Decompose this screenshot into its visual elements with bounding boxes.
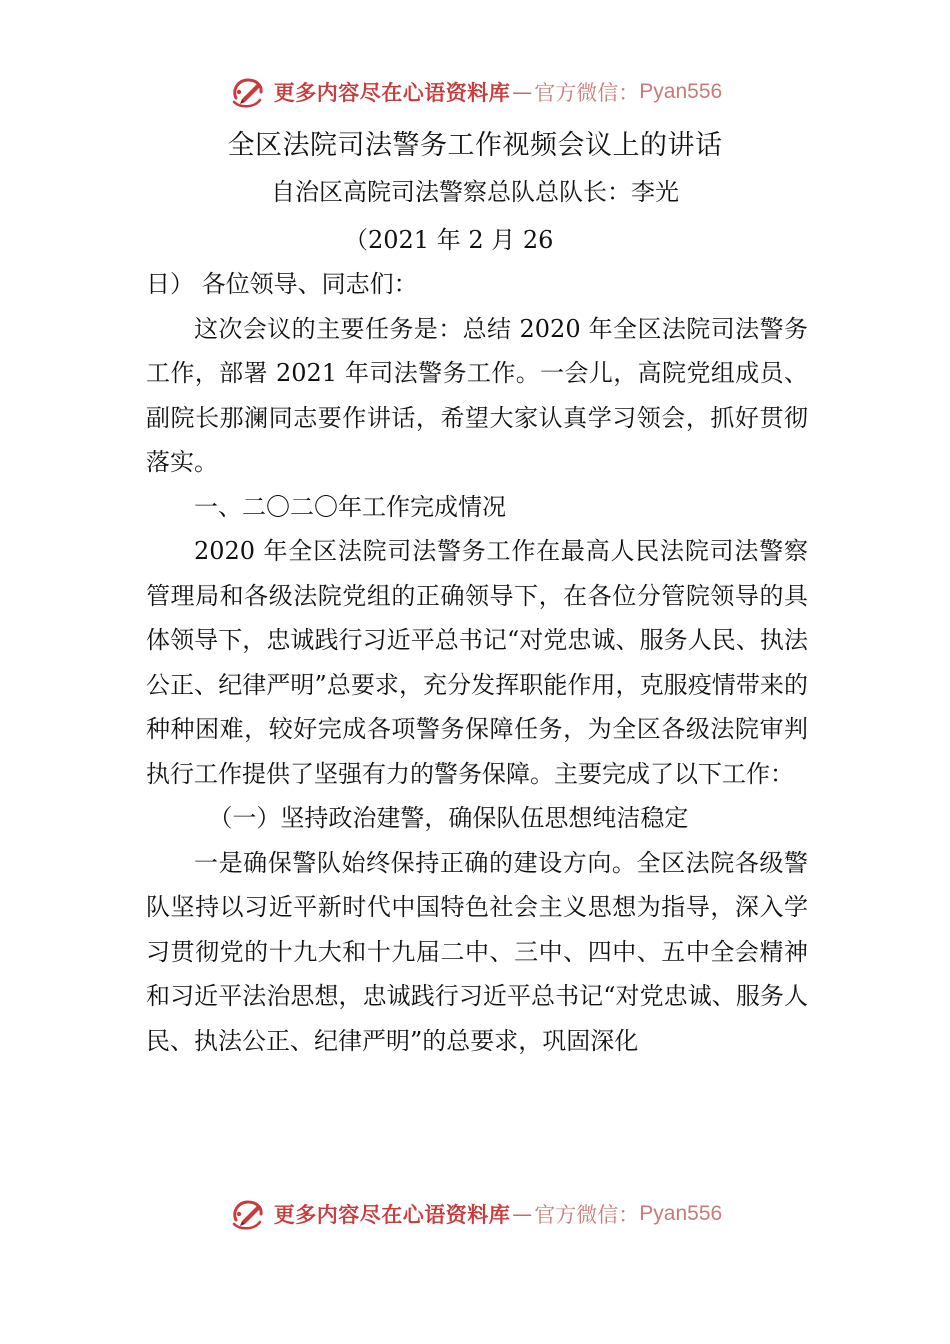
banner-dash: — [512, 1202, 533, 1226]
wechat-label: 官方微信： [534, 1203, 640, 1227]
document-author: 自治区高院司法警察总队总队长：李光 [271, 178, 679, 206]
opening-line: 日） 各位领导、同志们： [146, 270, 418, 298]
pen-swirl-logo-icon [228, 72, 268, 112]
subsection-heading: （一）坚持政治建警，确保队伍思想纯洁稳定 [208, 804, 689, 832]
document-date: （2021 年 2 月 26 [344, 226, 554, 254]
brand-text: 更多内容尽在心语资料库 [273, 80, 511, 105]
banner-dash: — [512, 80, 533, 104]
pen-swirl-logo-icon [228, 1194, 268, 1234]
document-body [146, 262, 808, 1063]
paragraph: 这次会议的主要任务是：总结 2020 年全区法院司法警务工作，部署 2021 年司法警务工作。一会儿，高院党组成员、副院长那澜同志要作讲话，希望大家认真学习领会，抓好贯彻落实。 [146, 314, 808, 476]
watermark-banner-bottom [0, 1192, 950, 1236]
wechat-label: 官方微信： [534, 81, 640, 105]
document-title: 全区法院司法警务工作视频会议上的讲话 [227, 130, 723, 161]
watermark-banner-top [0, 70, 950, 114]
wechat-id: Pyan556 [639, 80, 723, 103]
wechat-id: Pyan556 [639, 1202, 723, 1225]
section-heading: 一、二〇二〇年工作完成情况 [194, 492, 506, 521]
brand-text: 更多内容尽在心语资料库 [273, 1202, 511, 1227]
paragraph: 一是确保警队始终保持正确的建设方向。全区法院各级警队坚持以习近平新时代中国特色社会主义思想为指导，深入学习贯彻党的十九大和十九届二中、三中、四中、五中全会精神和习近平法治思想，忠诚践行习近平总书记“对党忠诚、服务人民、执法公正、纪律严明”的总要求，巩固深化 [146, 848, 808, 1055]
paragraph: 2020 年全区法院司法警务工作在最高人民法院司法警察管理局和各级法院党组的正确领导下，在各位分管院领导的具体领导下，忠诚践行习近平总书记“对党忠诚、服务人民、执法公正、纪律严明”总要求，充分发挥职能作用，克服疫情带来的种种困难，较好完成各项警务保障任务，为全区各级法院审判执行工作提供了坚强有力的警务保障。主要完成了以下工作： [146, 537, 808, 788]
